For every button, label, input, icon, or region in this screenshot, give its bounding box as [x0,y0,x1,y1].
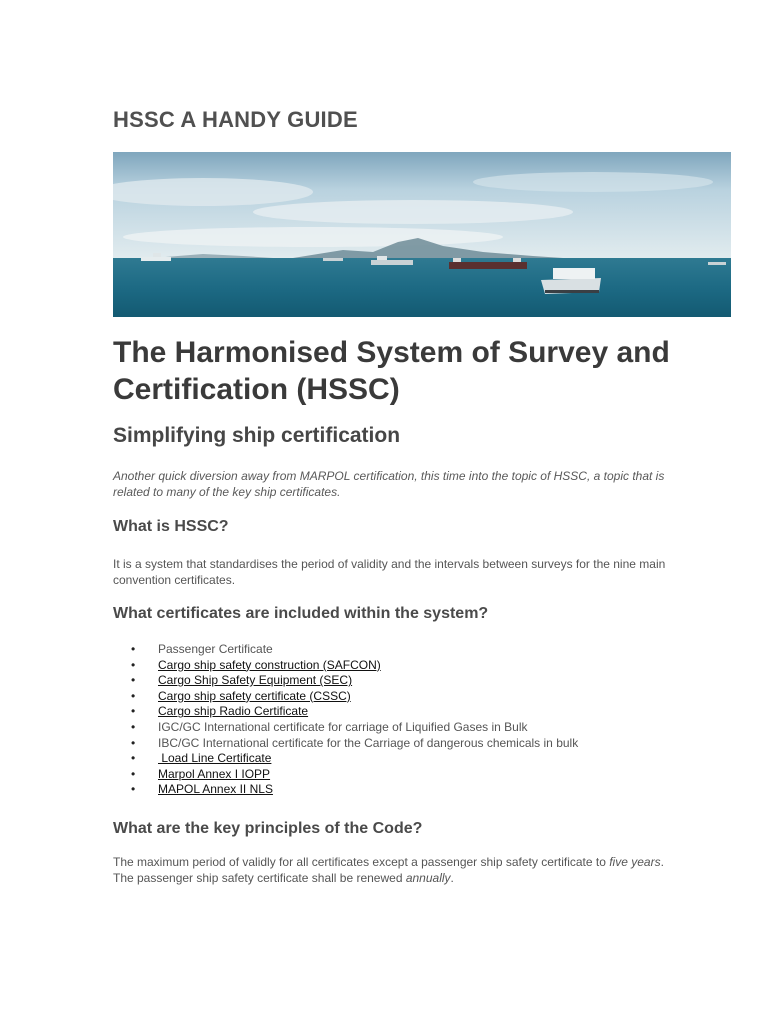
certificates-heading: What certificates are included within the system? [113,605,489,622]
intro-paragraph: Another quick diversion away from MARPOL certification, this time into the topic of HSSC, a topic that is related to many of the key ship certificates. [113,469,665,499]
principles-paragraph: The maximum period of validly for all certificates except a passenger ship safety certificate to five years. The passenger ship safety certificate shall be renewed annually. [113,855,664,885]
cert-link-radio[interactable]: Cargo ship Radio Certificate [158,704,309,719]
list-item[interactable] [113,767,578,783]
what-is-paragraph: It is a system that standardises the period of validity and the intervals between surveys for the nine main convention certificates. [113,557,666,587]
guide-title: HSSC A HANDY GUIDE [113,107,358,132]
what-is-heading: What is HSSC? [113,518,229,535]
cert-link-cssc[interactable]: Cargo ship safety certificate (CSSC) [158,688,351,703]
cert-link-nls[interactable]: MAPOL Annex II NLS [158,782,273,797]
list-item: • Passenger Certificate [113,642,578,658]
list-item[interactable] [113,673,578,689]
cert-link-iopp[interactable]: Marpol Annex I IOPP [158,766,271,781]
cert-link-safcon[interactable]: Cargo ship safety construction (SAFCON) [158,657,381,672]
list-item: • IBC/GC International certificate for the Carriage of dangerous chemicals in bulk [113,736,578,752]
cert-link-sec[interactable]: Cargo Ship Safety Equipment (SEC) [158,673,353,688]
certificates-list [113,642,578,798]
cert-link-load-line[interactable]: Load Line Certificate [158,751,272,766]
subtitle: Simplifying ship certification [113,424,401,447]
list-item[interactable] [113,689,578,705]
list-item[interactable] [113,751,578,767]
hero-image [113,152,731,317]
list-item[interactable] [113,782,578,798]
principles-heading: What are the key principles of the Code? [113,820,423,837]
list-item: • IGC/GC International certificate for carriage of Liquified Gases in Bulk [113,720,578,736]
main-title: The Harmonised System of Survey and Certification (HSSC) [113,336,670,406]
list-item[interactable] [113,658,578,674]
list-item[interactable] [113,704,578,720]
